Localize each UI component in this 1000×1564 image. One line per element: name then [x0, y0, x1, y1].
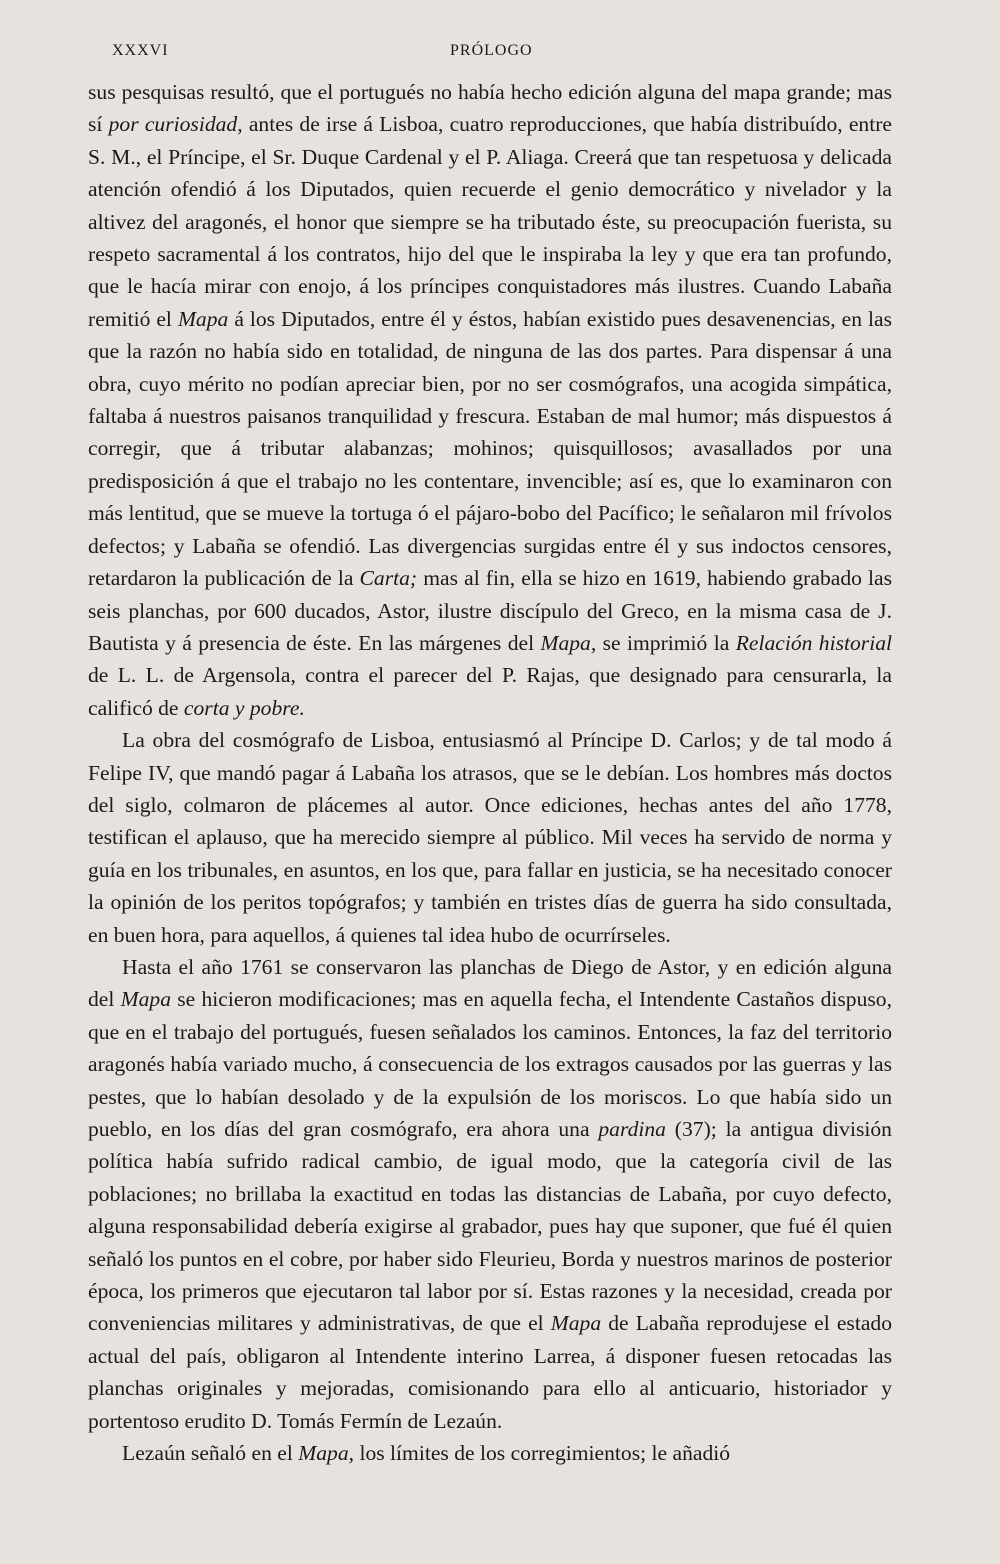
text-run: los límites de los corregimientos; le añadió	[354, 1441, 731, 1466]
running-head	[88, 42, 892, 76]
italic-text: Mapa,	[298, 1441, 355, 1466]
running-title: PRÓLOGO	[450, 42, 533, 59]
text-run: sus pesquisas resultó, que el portugués no había hecho edición alguna del mapa grande; mas sí	[88, 80, 892, 137]
text-run: Lezaún señaló en el	[122, 1441, 299, 1466]
text-run: se imprimió la	[596, 630, 736, 655]
text-run: La obra del cosmógrafo de Lisboa, entusiasmó al Príncipe D. Carlos; y de tal modo á Felipe IV, que mandó pagar á Labaña los atrasos, que se le debían. Los hombres más doctos del siglo, colmaron de plácemes al autor. Once ediciones, hechas antes del año 1778, testifican el aplauso, que ha merecido siempre al público. Mil veces ha servido de norma y guía en los tribunales, en asuntos, en los que, para fallar en justicia, se ha necesitado conocer la opinión de los peritos topógrafos; y también en tristes días de guerra ha sido consultada, en buen hora, para aquellos, á quienes tal idea hubo de ocurrírseles.	[88, 728, 892, 947]
italic-text: Mapa	[177, 306, 229, 331]
body-text	[88, 76, 892, 1469]
text-run: de Labaña reprodujese el estado actual del país, obligaron al Intendente interino Larrea, á disponer fuesen retocadas las planchas originales y mejoradas, comisionando para ello al anticuario, historiador y portentoso erudito D. Tomás Fermín de Lezaún.	[88, 1311, 892, 1433]
text-run: mas al fin, ella se hizo en 1619, habiendo grabado las seis planchas, por 600 ducados, Astor, ilustre discípulo del Greco, en la misma casa de J. Bautista y á presencia de éste. En las márgenes del	[88, 566, 893, 655]
text-run: á los Diputados, entre él y éstos, habían existido pues desavenencias, en las que la razón no había sido en totalidad, de ninguna de las dos partes. Para dispensar á una obra, cuyo mérito no podían apreciar bien, por no ser cosmógrafos, una acogida simpática, faltaba á nuestros paisanos tranquilidad y frescura. Estaban de mal humor; más dispuestos á corregir, que á tributar alabanzas; mohinos; quisquillosos; avasallados por una predisposición á que el trabajo no les contentare, invencible; así es, que lo examinaron con más lentitud, que se mueve la tortuga ó el pájaro-bobo del Pacífico; le señalaron mil frívolos defectos; y Labaña se ofendió. Las divergencias surgidas entre él y sus indoctos censores, retardaron la publicación de la	[88, 306, 893, 591]
text-run: Hasta el año 1761 se conservaron las planchas de Diego de Astor, y en edición alguna del	[88, 954, 892, 1012]
italic-text: pardina	[598, 1117, 666, 1141]
italic-text: corta y pobre.	[183, 695, 305, 720]
italic-text: Mapa	[120, 987, 172, 1012]
italic-text: Carta;	[359, 566, 418, 591]
paragraph	[88, 76, 892, 724]
italic-text: por curiosidad,	[108, 112, 243, 137]
text-run: (37); la antigua división política había sufrido radical cambio, de igual modo, que la categoría civil de las poblaciones; no brillaba la exactitud en todas las distancias de Labaña, por cuyo defecto, alguna responsabilidad debería exigirse al grabador, pues hay que suponer, que fué él quien señaló los puntos en el cobre, por haber sido Fleurieu, Borda y nuestros marinos de posterior época, los primeros que ejecutaron tal labor por sí. Estas razones y la necesidad, creada por conveniencias militares y administrativas, de que el	[88, 1117, 892, 1336]
paragraph	[88, 724, 892, 951]
italic-text: Mapa,	[540, 630, 597, 655]
paragraph	[88, 1437, 892, 1469]
italic-text: Mapa	[550, 1311, 602, 1336]
text-run: antes de irse á Lisboa, cuatro reproducciones, que había distribuído, entre S. M., el Príncipe, el Sr. Duque Cardenal y el P. Aliaga. Creerá que tan respetuosa y delicada atención ofendió á los Diputados, quien recuerde el genio democrático y nivelador y la altivez del aragonés, el honor que siempre se ha tributado éste, su preocupación fuerista, su respeto sacramental á los contratos, hijo del que le inspiraba la ley y que era tan profundo, que le hacía mirar con enojo, á los príncipes conquistadores más ilustres. Cuando Labaña remitió el	[88, 112, 893, 331]
paragraph	[88, 951, 892, 1437]
page-number: XXXVI	[112, 42, 169, 59]
italic-text: Relación historial	[735, 630, 893, 655]
text-run: se hicieron modificaciones; mas en aquella fecha, el Intendente Castaños dispuso, que en el trabajo del portugués, fuesen señalados los caminos. Entonces, la faz del territorio aragonés había variado mucho, á consecuencia de los extragos causados por las guerras y las pestes, que lo habían desolado y de la expulsión de los moriscos. Lo que había sido un pueblo, en los días del gran cosmógrafo, era ahora una	[88, 987, 893, 1141]
text-run: de L. L. de Argensola, contra el parecer del P. Rajas, que designado para censurarla, la calificó de	[88, 663, 892, 720]
